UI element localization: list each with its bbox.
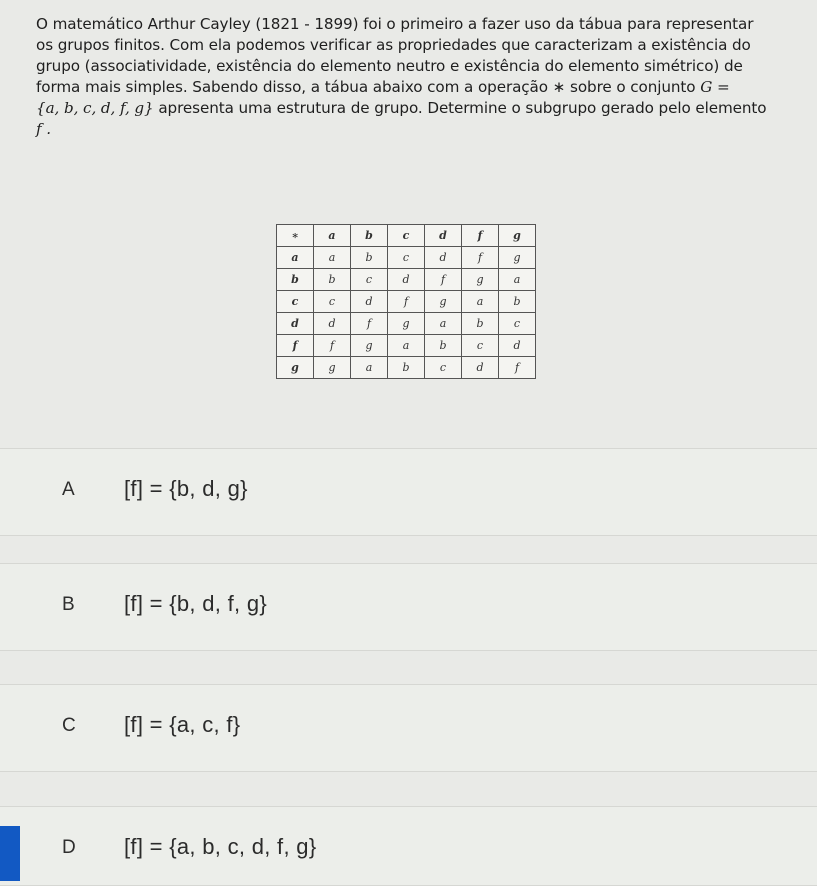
- table-cell: f: [351, 313, 388, 335]
- table-cell: g: [277, 357, 314, 379]
- cayley-table-container: [276, 224, 536, 379]
- cayley-table: [276, 224, 536, 379]
- table-cell: g: [314, 357, 351, 379]
- table-cell: d: [351, 291, 388, 313]
- table-cell: b: [462, 313, 499, 335]
- table-cell: a: [388, 335, 425, 357]
- option-text: [f] = {a, c, f}: [124, 712, 241, 737]
- answer-option-b[interactable]: [0, 563, 817, 651]
- question-line: os grupos finitos. Com ela podemos verificar as propriedades que caracterizam a existência do: [36, 36, 751, 54]
- table-cell: f: [462, 247, 499, 269]
- table-cell: f: [314, 335, 351, 357]
- table-cell: a: [277, 247, 314, 269]
- side-tab-marker: [0, 826, 20, 881]
- table-cell: c: [388, 247, 425, 269]
- question-line: [36, 98, 788, 119]
- table-cell: a: [351, 357, 388, 379]
- question-line: [36, 77, 788, 98]
- table-cell: f: [425, 269, 462, 291]
- table-header-row: [277, 225, 536, 247]
- table-cell: b: [351, 247, 388, 269]
- table-cell: b: [388, 357, 425, 379]
- answer-option-d[interactable]: [0, 806, 817, 886]
- question-line: grupo (associatividade, existência do elemento neutro e existência do elemento simétrico) de: [36, 57, 743, 75]
- option-text: [f] = {b, d, f, g}: [124, 591, 267, 616]
- table-cell: b: [277, 269, 314, 291]
- table-cell: f: [499, 357, 536, 379]
- set-elements: {a, b, c, d, f, g}: [36, 99, 154, 117]
- table-cell: g: [351, 335, 388, 357]
- table-cell: g: [462, 269, 499, 291]
- table-header-cell: g: [499, 225, 536, 247]
- answer-option-a[interactable]: [0, 448, 817, 536]
- table-header-cell: b: [351, 225, 388, 247]
- option-letter: B: [62, 594, 75, 615]
- table-row: [277, 335, 536, 357]
- table-cell: a: [499, 269, 536, 291]
- table-cell: d: [499, 335, 536, 357]
- table-cell: a: [314, 247, 351, 269]
- table-cell: c: [277, 291, 314, 313]
- table-row: [277, 269, 536, 291]
- table-cell: c: [499, 313, 536, 335]
- option-letter: A: [62, 479, 75, 500]
- table-cell: a: [462, 291, 499, 313]
- question-text: [36, 14, 788, 140]
- table-cell: d: [314, 313, 351, 335]
- table-cell: g: [499, 247, 536, 269]
- table-header-cell: f: [462, 225, 499, 247]
- table-cell: g: [425, 291, 462, 313]
- question-text-part: forma mais simples. Sabendo disso, a tábua abaixo com a operação ∗ sobre o conjunto: [36, 78, 701, 96]
- table-cell: b: [314, 269, 351, 291]
- answer-option-c[interactable]: [0, 684, 817, 772]
- table-cell: c: [351, 269, 388, 291]
- table-cell: c: [425, 357, 462, 379]
- table-cell: c: [462, 335, 499, 357]
- question-line: [36, 119, 788, 140]
- table-header-cell: c: [388, 225, 425, 247]
- table-cell: b: [425, 335, 462, 357]
- table-cell: f: [388, 291, 425, 313]
- table-row: [277, 313, 536, 335]
- table-cell: d: [462, 357, 499, 379]
- table-row: [277, 291, 536, 313]
- table-cell: f: [277, 335, 314, 357]
- table-row: [277, 247, 536, 269]
- table-header-cell: a: [314, 225, 351, 247]
- option-text: [f] = {a, b, c, d, f, g}: [124, 834, 317, 859]
- table-cell: g: [388, 313, 425, 335]
- question-text-part: apresenta uma estrutura de grupo. Determine o subgrupo gerado pelo elemento: [153, 99, 767, 117]
- table-cell: d: [425, 247, 462, 269]
- table-cell: c: [314, 291, 351, 313]
- table-cell: a: [425, 313, 462, 335]
- question-line: O matemático Arthur Cayley (1821 - 1899) foi o primeiro a fazer uso da tábua para representar: [36, 15, 754, 33]
- table-row: [277, 357, 536, 379]
- table-cell: d: [277, 313, 314, 335]
- table-cell: b: [499, 291, 536, 313]
- table-header-cell: d: [425, 225, 462, 247]
- option-letter: D: [62, 837, 76, 858]
- generator-element: f .: [36, 120, 51, 138]
- set-symbol: G =: [700, 78, 730, 96]
- option-letter: C: [62, 715, 76, 736]
- table-cell: d: [388, 269, 425, 291]
- table-header-cell: ∗: [277, 225, 314, 247]
- option-text: [f] = {b, d, g}: [124, 476, 248, 501]
